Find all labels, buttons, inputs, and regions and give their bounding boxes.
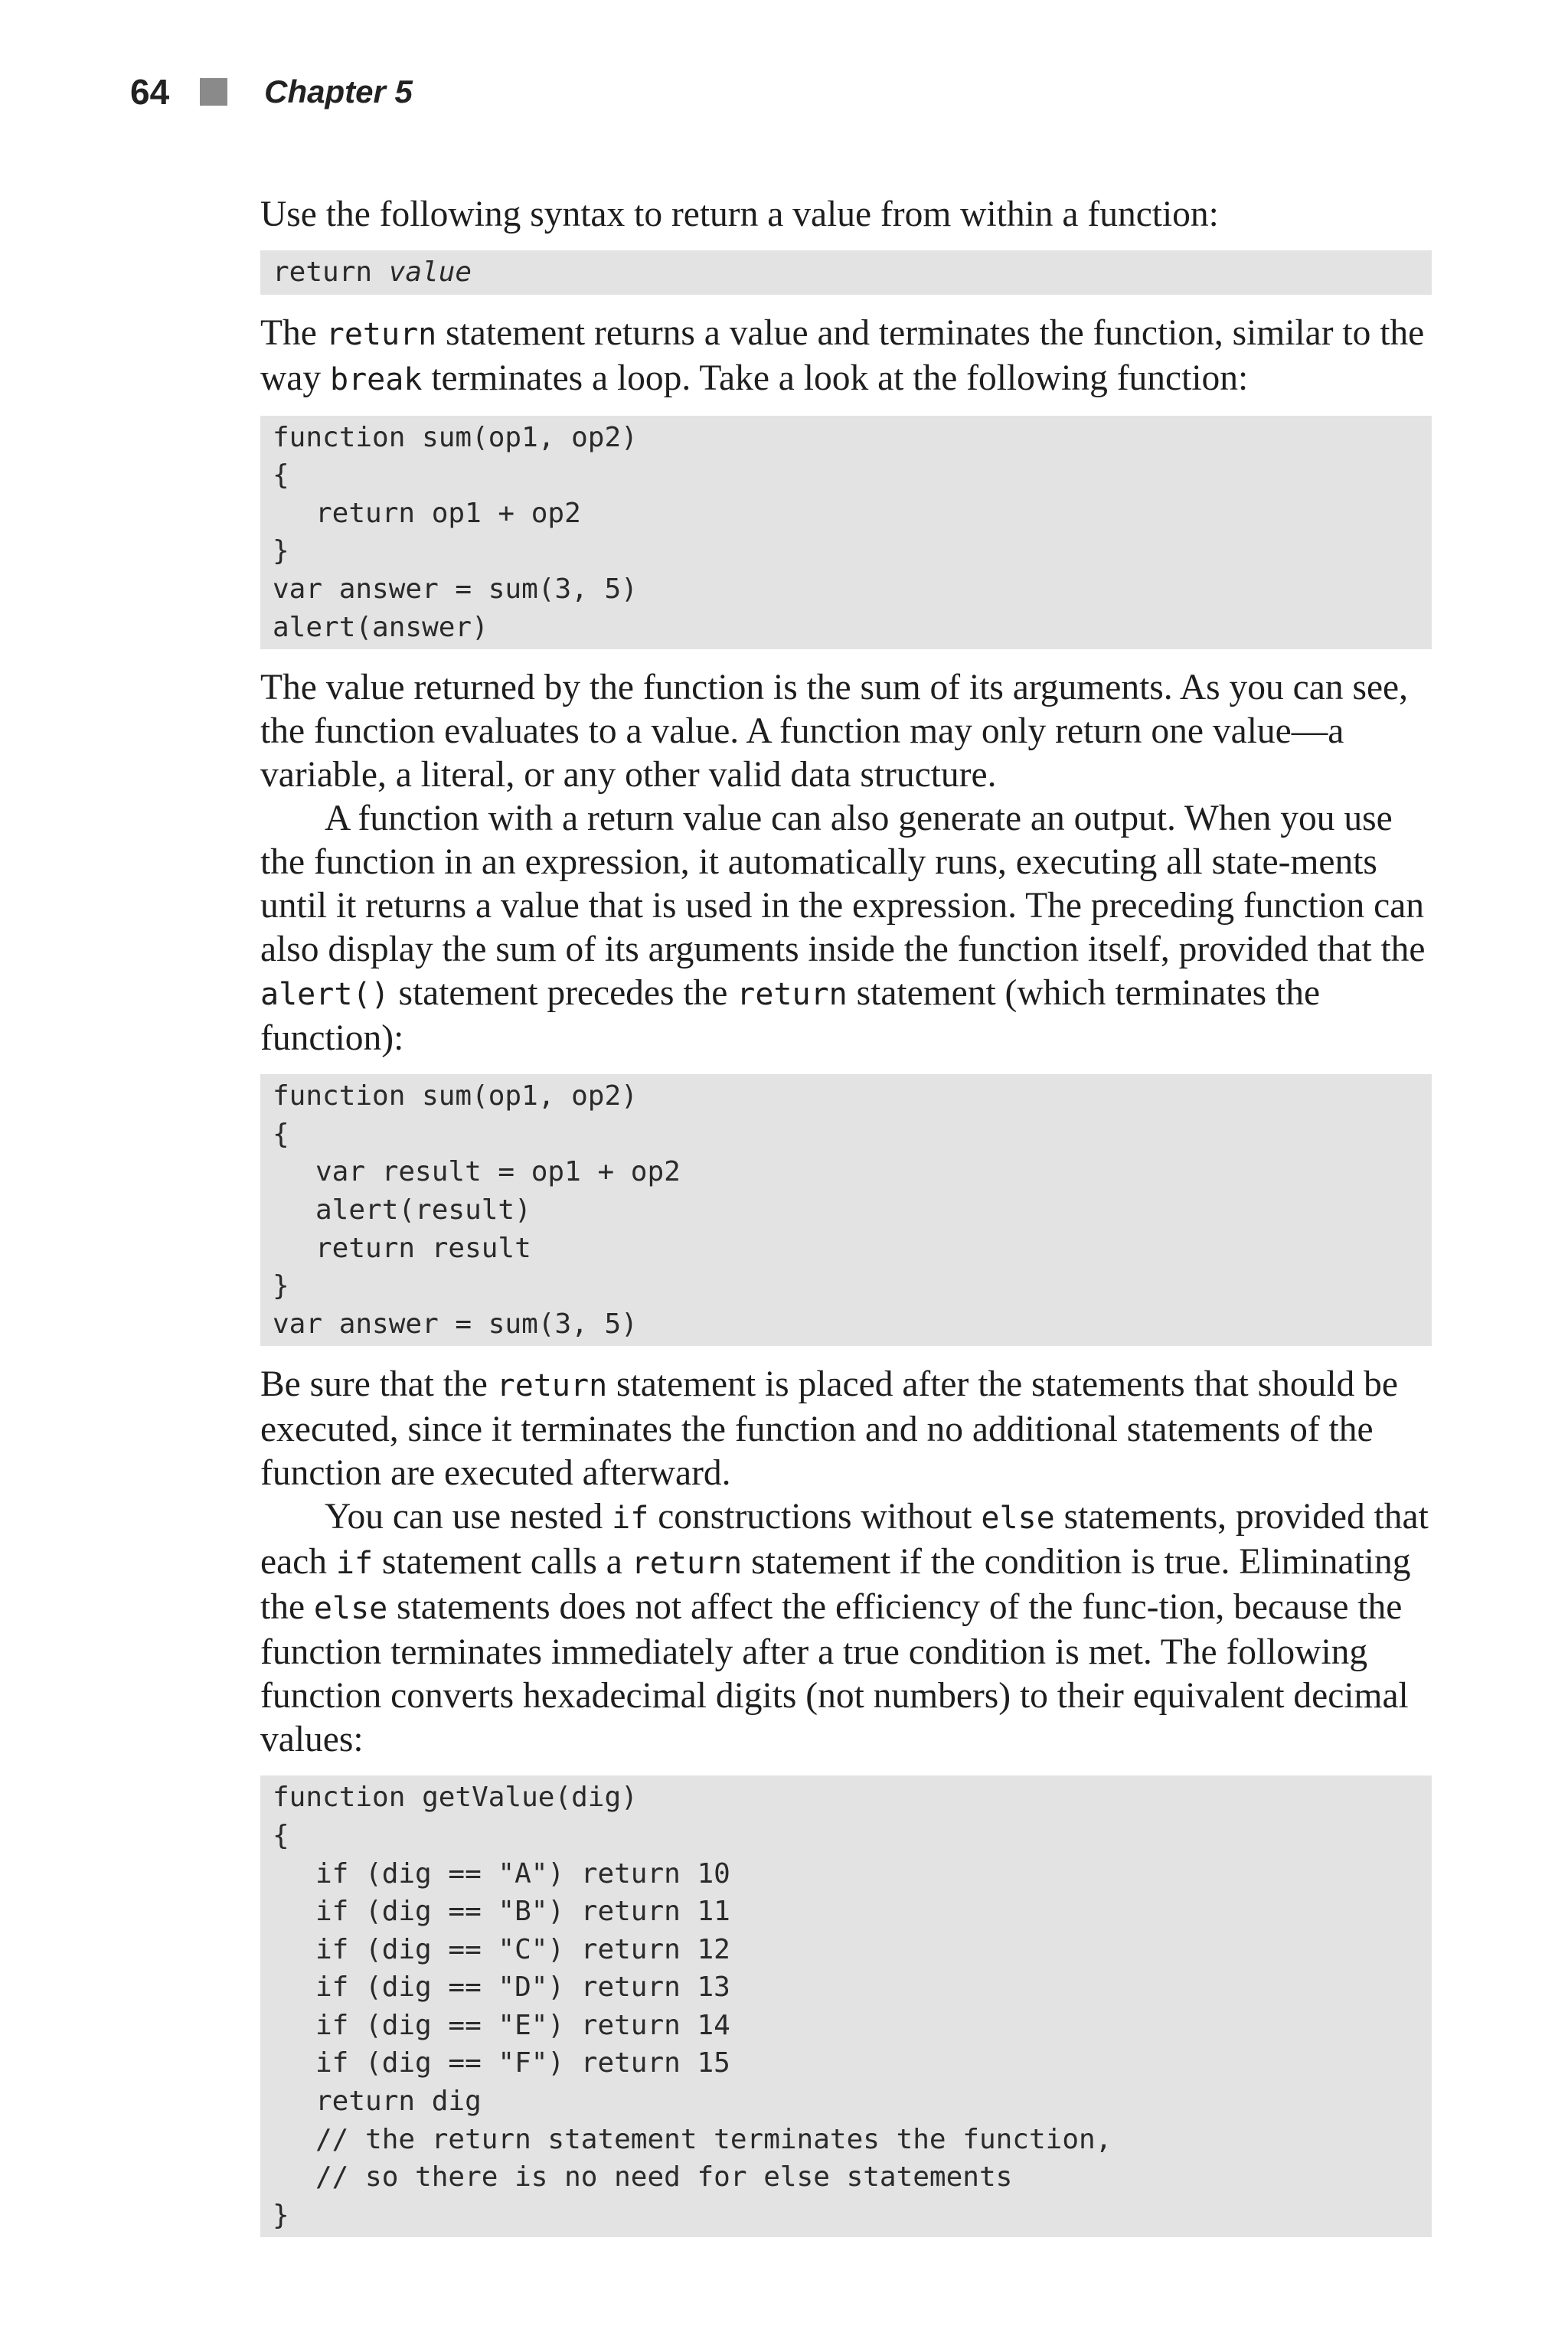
code-line: return op1 + op2 <box>315 497 581 529</box>
code-line: { <box>273 459 289 492</box>
text-span: statement is placed after the statements that should be executed, since it terminates the function and no additional statements of the function are executed afterward. <box>260 1364 1398 1494</box>
code-placeholder: value <box>388 256 472 288</box>
code-line: var result = op1 + op2 <box>315 1156 681 1188</box>
code-line: // so there is no need for else statements <box>315 2161 1013 2194</box>
code-line: if (dig == "A") return 10 <box>315 1857 730 1890</box>
text-span: constructions without <box>648 1497 982 1537</box>
inline-code: if <box>612 1501 649 1537</box>
code-line: return dig <box>315 2086 482 2118</box>
code-line: } <box>273 535 289 567</box>
paragraph-output <box>260 797 1432 1060</box>
code-line: { <box>273 1118 289 1150</box>
text-span: terminates a loop. Take a look at the following function: <box>422 358 1249 398</box>
inline-code: else <box>313 1591 388 1627</box>
page-content <box>260 193 1432 2237</box>
code-line: { <box>273 1819 289 1851</box>
code-block-sum-function <box>260 416 1432 650</box>
code-line: alert(result) <box>315 1194 531 1226</box>
code-block-sum-alert <box>260 1074 1432 1346</box>
code-line: return result <box>315 1232 531 1264</box>
code-block-getvalue <box>260 1775 1432 2237</box>
code-line: if (dig == "F") return 15 <box>315 2047 730 2079</box>
paragraph-return-value: The value returned by the function is the sum of its arguments. As you can see, the function evaluates to a value. A function may only return one value—a variable, a literal, or any other valid data structure. <box>260 668 1408 795</box>
code-line: var answer = sum(3, 5) <box>273 573 638 605</box>
code-line: if (dig == "D") return 13 <box>315 1971 730 2004</box>
text-span: statements, provided that each <box>260 1497 1429 1583</box>
code-line: var answer = sum(3, 5) <box>273 1308 638 1340</box>
paragraph-syntax-intro: Use the following syntax to return a value from within a function: <box>260 194 1219 234</box>
text-span: statement if the condition is true. Eliminating the <box>260 1542 1411 1628</box>
code-block-return-syntax <box>260 250 1432 295</box>
code-line: function sum(op1, op2) <box>273 421 638 453</box>
text-span: statements does not affect the efficiency of the func-tion, because the function terminates immediately after a true condition is met. The following function converts hexadecimal digits (not numbers) to their equivalent decimal values: <box>260 1587 1409 1760</box>
inline-code: break <box>330 361 423 397</box>
inline-code: else <box>981 1501 1055 1537</box>
text-span: statement precedes the <box>389 973 737 1014</box>
code-line: function sum(op1, op2) <box>273 1080 638 1112</box>
inline-code: return <box>496 1368 608 1404</box>
code-line: if (dig == "E") return 14 <box>315 2009 730 2041</box>
code-line: if (dig == "B") return 11 <box>315 1896 730 1928</box>
text-span: statement returns a value and terminates the function, similar to the way <box>260 312 1425 398</box>
text-span: A function with a return value can also generate an output. When you use the function in an expression, it automatically runs, executing all state-ments until it returns a value that is used in the expression. The preceding function can also display the sum of its arguments inside the function itself, provided that the <box>260 799 1426 970</box>
code-line: function getValue(dig) <box>273 1782 638 1814</box>
inline-code: return <box>737 977 848 1013</box>
text-span: statement (which terminates the function): <box>260 973 1321 1059</box>
paragraph-return-statement <box>260 312 1432 402</box>
page-header <box>130 67 413 116</box>
header-square-icon <box>200 78 227 106</box>
code-line: alert(answer) <box>273 611 488 643</box>
inline-code: return <box>631 1546 743 1582</box>
text-span: The <box>260 312 326 353</box>
text-span: statement calls a <box>373 1542 632 1583</box>
text-span: You can use nested <box>325 1497 612 1537</box>
inline-code: alert() <box>260 977 390 1013</box>
paragraph-return-placement <box>260 1363 1432 1495</box>
code-line: // the return statement terminates the function, <box>315 2123 1112 2155</box>
page-number: 64 <box>130 72 170 112</box>
inline-code: return <box>325 316 437 352</box>
inline-code: if <box>335 1546 374 1582</box>
code-line: } <box>273 2199 289 2231</box>
paragraph-nested-if <box>260 1495 1432 1762</box>
chapter-label: Chapter 5 <box>264 74 413 109</box>
code-line: } <box>273 1270 289 1302</box>
code-line: if (dig == "C") return 12 <box>315 1933 730 1965</box>
code-keyword: return <box>273 256 373 288</box>
text-span: Be sure that the <box>260 1364 497 1405</box>
